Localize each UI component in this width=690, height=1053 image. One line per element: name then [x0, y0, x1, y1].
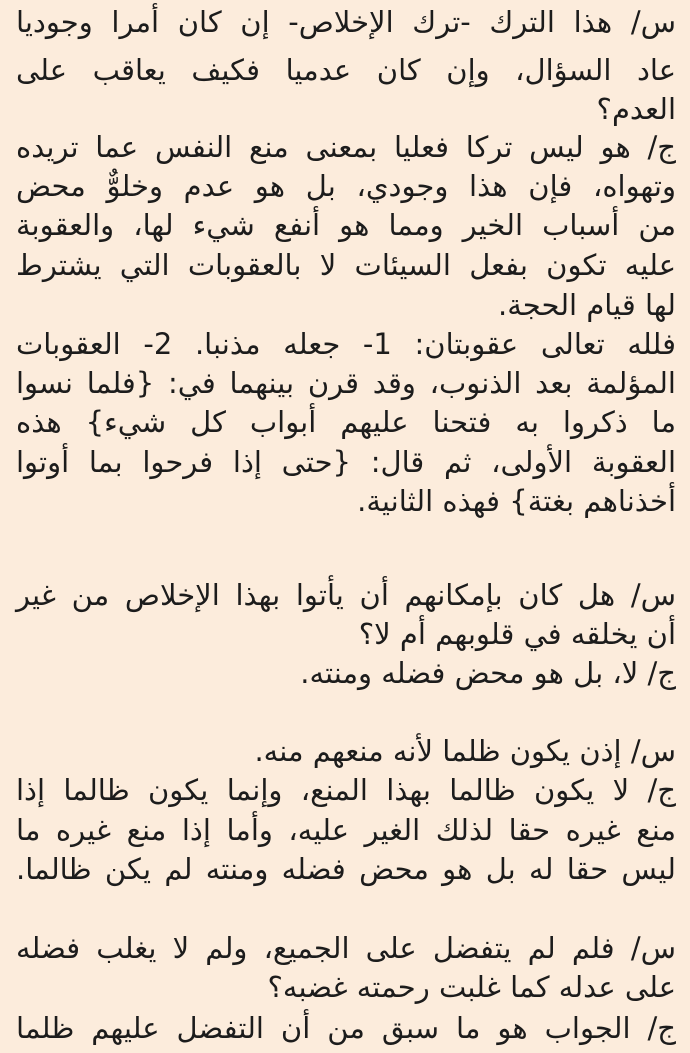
text-line: س/ هذا الترك -ترك الإخلاص- إن كان أمرا وجوديا — [16, 5, 676, 39]
text-line: أن يخلقه في قلوبهم أم لا؟ — [358, 617, 676, 651]
text-line: على عدله كما غلبت رحمته غضبه؟ — [267, 970, 676, 1004]
text-line: ج/ لا، بل هو محض فضله ومنته. — [300, 656, 676, 690]
text-line: المؤلمة بعد الذنوب، وقد قرن بينهما في: {فلما نسوا — [16, 366, 676, 400]
text-line: منع غيره حقا لذلك الغير عليه، وأما إذا منع غيره ما — [16, 813, 676, 847]
text-line: ج/ الجواب هو ما سبق من أن التفضل عليهم ظلما — [16, 1011, 676, 1045]
text-line: العدم؟ — [596, 92, 676, 126]
text-line: من أسباب الخير ومما هو أنفع شيء لها، والعقوبة — [16, 208, 676, 242]
text-line: أخذناهم بغتة} فهذه الثانية. — [357, 484, 676, 518]
text-line: ليس حقا له بل هو محض فضله ومنته لم يكن ظالما. — [16, 852, 676, 886]
text-line: ما ذكروا به فتحنا عليهم أبواب كل شيء} هذه — [16, 405, 676, 439]
text-line: ج/ هو ليس تركا فعليا بمعنى منع النفس عما تريده — [16, 130, 676, 164]
text-line: ج/ لا يكون ظالما بهذا المنع، وإنما يكون ظالما إذا — [16, 773, 676, 807]
text-line: س/ هل كان بإمكانهم أن يأتوا بهذا الإخلاص من غير — [16, 578, 676, 612]
text-line: وتهواه، فإن هذا وجودي، بل هو عدم وخلوٌّ محض — [16, 169, 676, 203]
text-line: س/ فلم لم يتفضل على الجميع، ولم لا يغلب فضله — [16, 931, 676, 965]
text-line: عاد السؤال، وإن كان عدميا فكيف يعاقب على — [16, 53, 676, 87]
text-line: عليه تكون بفعل السيئات لا بالعقوبات التي يشترط — [16, 248, 676, 282]
text-line: العقوبة الأولى، ثم قال: {حتى إذا فرحوا بما أوتوا — [16, 445, 676, 479]
text-line: لها قيام الحجة. — [498, 288, 676, 322]
text-line: فلله تعالى عقوبتان: 1- جعله مذنبا. 2- العقوبات — [16, 327, 676, 361]
text-line: س/ إذن يكون ظلما لأنه منعهم منه. — [254, 734, 676, 768]
